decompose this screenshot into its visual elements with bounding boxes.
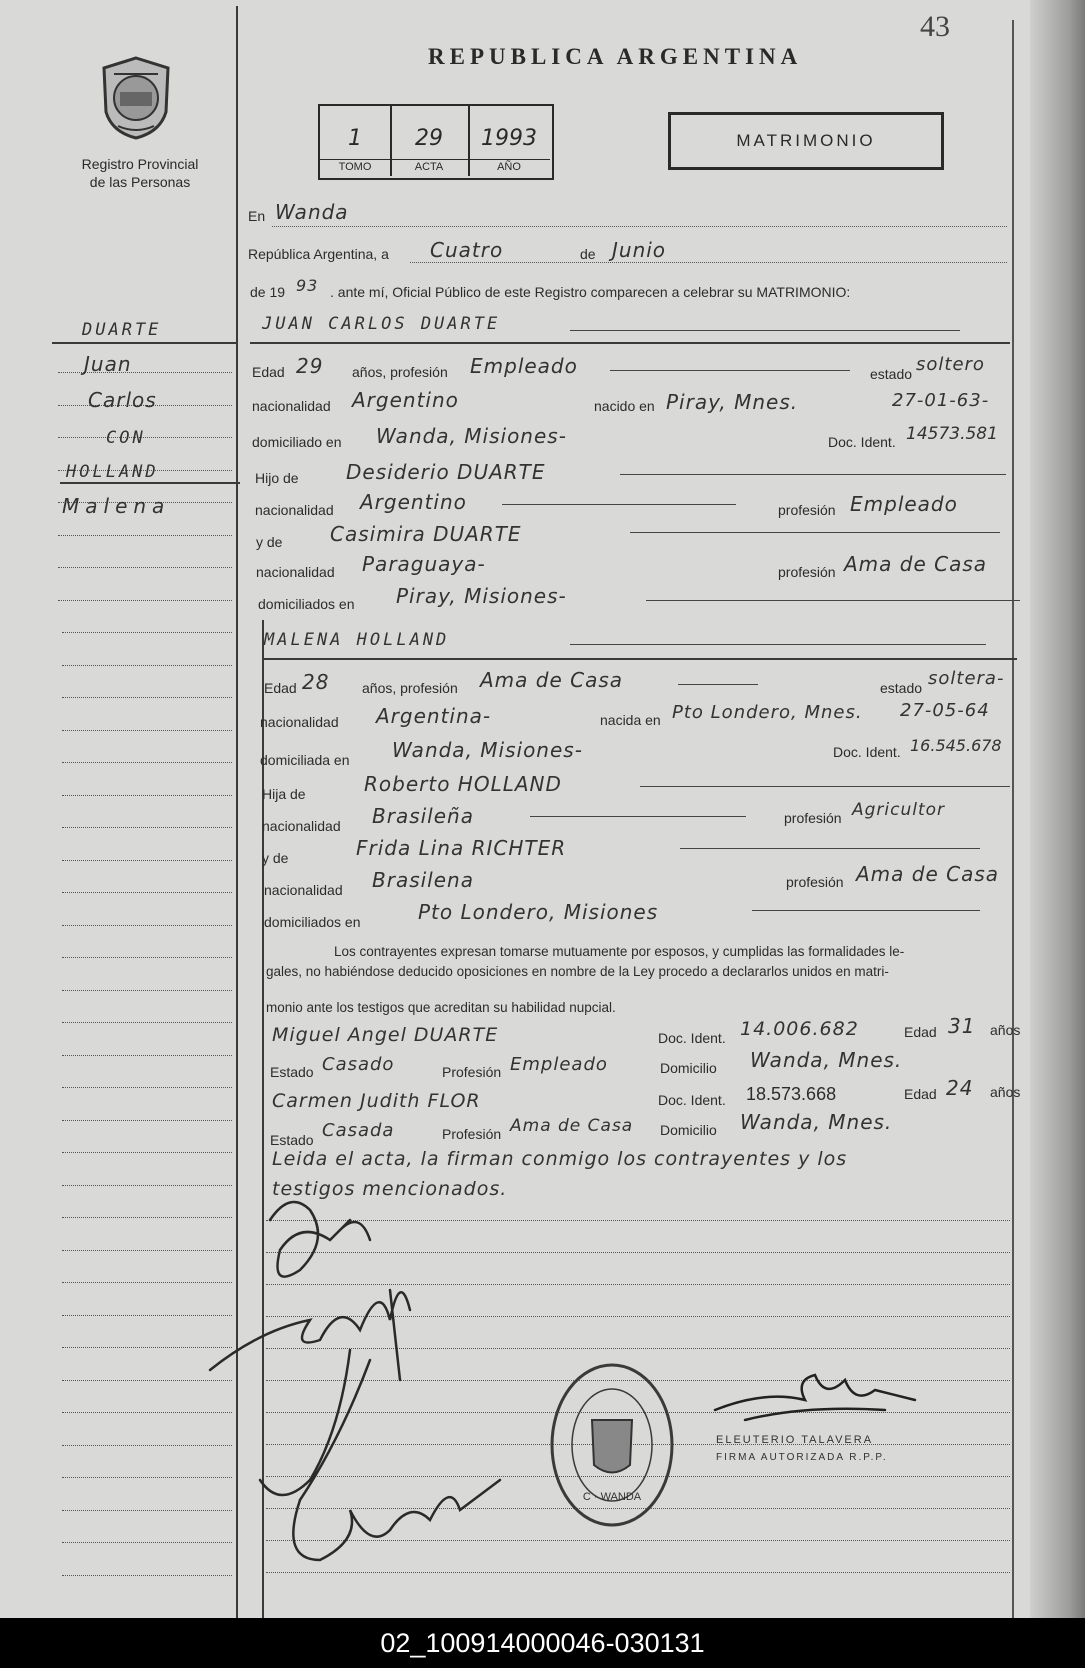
year-value: 93 — [296, 276, 319, 295]
witness1-estado-label: Estado — [270, 1064, 314, 1080]
fill-rule — [570, 644, 986, 645]
declaration-line3: monio ante los testigos que acreditan su habilidad nupcial. — [266, 1000, 616, 1015]
acta-value: 29 — [415, 126, 443, 151]
bride-doc-label: Doc. Ident. — [833, 744, 901, 760]
act-type-box: MATRIMONIO — [668, 112, 944, 170]
bride-madre-nac-label: nacionalidad — [264, 882, 343, 898]
groom-estado: soltero — [916, 354, 985, 375]
bride-dom-label: domiciliada en — [260, 752, 350, 768]
witness1-doc-label: Doc. Ident. — [658, 1030, 726, 1046]
margin-dotline — [62, 1087, 232, 1088]
margin-dotline — [62, 632, 232, 633]
bride-domicilio: Wanda, Misiones- — [392, 738, 583, 762]
country-header: REPUBLICA ARGENTINA — [428, 44, 803, 69]
groom-lugar-nac: Piray, Mnes. — [666, 390, 799, 414]
bride-divider — [262, 658, 1017, 660]
year-label: de 19 — [250, 284, 286, 300]
dotline — [410, 262, 1007, 263]
margin-dotline — [58, 567, 232, 568]
ano-label: AÑO — [468, 159, 550, 176]
witness1-anos-label: años — [990, 1022, 1021, 1038]
signatures-group — [200, 1180, 520, 1600]
witness1-estado: Casado — [322, 1054, 395, 1075]
margin-given-groom-2: Carlos — [88, 388, 157, 412]
witness2-doc-label: Doc. Ident. — [658, 1092, 726, 1108]
margin-dotline — [58, 535, 232, 536]
ano-value: 1993 — [481, 126, 537, 151]
witness1-edad: 31 — [948, 1014, 976, 1038]
groom-madre: Casimira DUARTE — [330, 522, 522, 546]
margin-dotline — [62, 1152, 232, 1153]
fill-rule — [640, 786, 1010, 787]
dotline — [272, 226, 1007, 227]
margin-divider-2 — [60, 482, 240, 484]
bride-padre-prof: Agricultor — [852, 800, 946, 820]
witness2-profesion: Ama de Casa — [510, 1116, 634, 1136]
margin-given-bride: Malena — [62, 494, 171, 518]
archive-id-footer: 02_100914000046-030131 — [0, 1618, 1085, 1668]
groom-prof-label: años, profesión — [352, 364, 448, 380]
margin-dotline — [58, 600, 232, 601]
fill-rule — [502, 504, 736, 505]
bride-profesion: Ama de Casa — [480, 668, 624, 692]
margin-dotline — [62, 665, 232, 666]
republica-label: República Argentina, a — [248, 246, 389, 262]
witness1-dom-label: Domicilio — [660, 1060, 717, 1076]
groom-nac-label: nacionalidad — [252, 398, 331, 414]
groom-padre-prof-label: profesión — [778, 502, 836, 518]
margin-dotline — [62, 925, 232, 926]
fill-rule — [570, 330, 960, 331]
margin-dotline — [62, 762, 232, 763]
bride-padres-dom-label: domiciliados en — [264, 914, 361, 930]
bride-nacionalidad: Argentina- — [376, 704, 492, 728]
bride-doc: 16.545.678 — [910, 736, 1002, 755]
signature-witness1 — [260, 1350, 370, 1500]
groom-padre-nac: Argentino — [360, 490, 467, 514]
signature-bride — [210, 1290, 410, 1380]
declaration-line1: Los contrayentes expresan tomarse mutuamente por esposos, y cumplidas las formalidades le- — [334, 944, 905, 959]
groom-madre-nac-label: nacionalidad — [256, 564, 335, 580]
groom-edad: 29 — [296, 354, 324, 378]
groom-doc-label: Doc. Ident. — [828, 434, 896, 450]
official-title: FIRMA AUTORIZADA R.P.P. — [716, 1452, 888, 1463]
groom-hijo-label: Hijo de — [255, 470, 299, 486]
record-reference-box — [318, 104, 554, 180]
margin-dotline — [62, 1120, 232, 1121]
bride-edad-label: Edad — [264, 680, 297, 696]
margin-dotline — [62, 957, 232, 958]
margin-given-groom-1: Juan — [84, 352, 132, 376]
bride-madre-prof: Ama de Casa — [856, 862, 1000, 886]
page-binding-shadow — [1030, 0, 1085, 1618]
groom-y-de-label: y de — [256, 534, 283, 550]
fill-rule — [646, 600, 1020, 601]
signature-groom — [270, 1202, 370, 1277]
witness2-prof-label: Profesión — [442, 1126, 502, 1142]
witness1-profesion: Empleado — [510, 1054, 608, 1075]
tomo-label: TOMO — [320, 159, 390, 176]
witness1-prof-label: Profesión — [442, 1064, 502, 1080]
margin-divider — [52, 342, 237, 344]
margin-dotline — [62, 892, 232, 893]
registry-line1: Registro Provincial — [81, 156, 199, 172]
official-name: ELEUTERIO TALAVERA — [716, 1434, 874, 1446]
groom-padres-dom: Piray, Misiones- — [396, 584, 567, 608]
fill-rule — [680, 848, 980, 849]
witness1-name: Miguel Angel DUARTE — [272, 1024, 499, 1046]
bride-lugar-nac: Pto Londero, Mnes. — [672, 702, 863, 723]
groom-fecha-nac: 27-01-63- — [892, 390, 990, 411]
bride-padres-dom: Pto Londero, Misiones — [418, 900, 659, 924]
month-value: Junio — [612, 238, 667, 262]
bride-hija-label: Hija de — [262, 786, 306, 802]
witness1-edad-label: Edad — [904, 1024, 937, 1040]
margin-surname-bride: HOLLAND — [66, 462, 159, 482]
acta-cell — [390, 106, 470, 176]
groom-padres-dom-label: domiciliados en — [258, 596, 355, 612]
margin-dotline — [62, 1022, 232, 1023]
groom-divider — [250, 342, 1010, 344]
margin-dotline — [62, 827, 232, 828]
bride-y-de-label: y de — [262, 850, 289, 866]
bride-fecha-nac: 27-05-64 — [900, 700, 990, 721]
bride-prof-label: años, profesión — [362, 680, 458, 696]
signature-witness2 — [293, 1480, 500, 1560]
groom-madre-nac: Paraguaya- — [362, 552, 486, 576]
fill-rule — [610, 370, 850, 371]
stamp-text: C · WANDA — [582, 1491, 642, 1503]
coat-of-arms-icon — [100, 56, 172, 140]
margin-dotline — [62, 730, 232, 731]
groom-doc: 14573.581 — [906, 424, 998, 444]
groom-profesion: Empleado — [470, 354, 578, 378]
groom-estado-label: estado — [870, 366, 913, 382]
bride-madre-nac: Brasilena — [372, 868, 474, 892]
margin-dotline — [62, 990, 232, 991]
bride-padre-prof-label: profesión — [784, 810, 842, 826]
statement: . ante mí, Oficial Público de este Registro comparecen a celebrar su MATRIMONIO: — [330, 284, 851, 300]
margin-surname-groom: DUARTE — [82, 320, 162, 340]
declaration-line2: gales, no habiéndose deducido oposiciones en nombre de la Ley procedo a declararlos unidos en matri- — [266, 964, 889, 979]
right-margin-line — [1012, 20, 1014, 1618]
fill-rule — [752, 910, 980, 911]
groom-padre-prof: Empleado — [850, 492, 958, 516]
margin-dotline — [62, 697, 232, 698]
fill-rule — [630, 532, 1000, 533]
witness2-domicilio: Wanda, Mnes. — [740, 1110, 893, 1134]
place-value: Wanda — [275, 200, 349, 224]
circular-official-stamp-icon — [548, 1360, 676, 1530]
witness2-name: Carmen Judith FLOR — [272, 1090, 481, 1112]
witness1-domicilio: Wanda, Mnes. — [750, 1048, 903, 1072]
groom-padre-nac-label: nacionalidad — [255, 502, 334, 518]
margin-dotline — [62, 1055, 232, 1056]
ano-cell — [468, 106, 550, 176]
groom-nacido-label: nacido en — [594, 398, 655, 414]
witness2-estado: Casada — [322, 1120, 395, 1141]
groom-madre-prof-label: profesión — [778, 564, 836, 580]
day-value: Cuatro — [430, 238, 504, 262]
witness2-anos-label: años — [990, 1084, 1021, 1100]
de-label: de — [580, 246, 596, 262]
bride-padre-nac-label: nacionalidad — [262, 818, 341, 834]
bride-padre-nac: Brasileña — [372, 804, 474, 828]
bride-madre: Frida Lina RICHTER — [356, 836, 567, 860]
bride-madre-prof-label: profesión — [786, 874, 844, 890]
bride-name: MALENA HOLLAND — [264, 630, 450, 650]
fill-rule — [530, 816, 746, 817]
witness2-doc: 18.573.668 — [746, 1084, 837, 1104]
en-label: En — [248, 208, 266, 224]
groom-edad-label: Edad — [252, 364, 285, 380]
groom-domicilio: Wanda, Misiones- — [376, 424, 567, 448]
margin-conjunction: CON — [106, 428, 146, 448]
bride-padre: Roberto HOLLAND — [364, 772, 562, 796]
bride-nac-label: nacionalidad — [260, 714, 339, 730]
margin-dotline — [62, 860, 232, 861]
witness2-edad-label: Edad — [904, 1086, 937, 1102]
witness2-dom-label: Domicilio — [660, 1122, 717, 1138]
acta-label: ACTA — [390, 159, 468, 176]
bride-estado-label: estado — [880, 680, 923, 696]
groom-padre: Desiderio DUARTE — [346, 460, 546, 484]
witness2-edad: 24 — [946, 1076, 974, 1100]
fill-rule — [620, 474, 1006, 475]
groom-madre-prof: Ama de Casa — [844, 552, 988, 576]
groom-name: JUAN CARLOS DUARTE — [262, 314, 501, 334]
witness1-doc: 14.006.682 — [740, 1018, 859, 1040]
page-number: 43 — [920, 10, 950, 43]
tomo-cell — [320, 106, 392, 176]
margin-dotline — [62, 795, 232, 796]
registry-name — [60, 155, 220, 191]
closing-line1: Leida el acta, la firman conmigo los contrayentes y los — [272, 1148, 848, 1170]
bride-edad: 28 — [302, 670, 330, 694]
closing-line2: testigos mencionados. — [272, 1178, 508, 1200]
bride-nacida-label: nacida en — [600, 712, 661, 728]
groom-dom-label: domiciliado en — [252, 434, 342, 450]
groom-nacionalidad: Argentino — [352, 388, 459, 412]
bride-estado: soltera- — [928, 668, 1005, 689]
fill-rule — [678, 684, 758, 685]
official-signature — [705, 1370, 925, 1440]
tomo-value: 1 — [348, 126, 362, 151]
registry-line2: de las Personas — [89, 174, 191, 190]
witness2-estado-label: Estado — [270, 1132, 314, 1148]
